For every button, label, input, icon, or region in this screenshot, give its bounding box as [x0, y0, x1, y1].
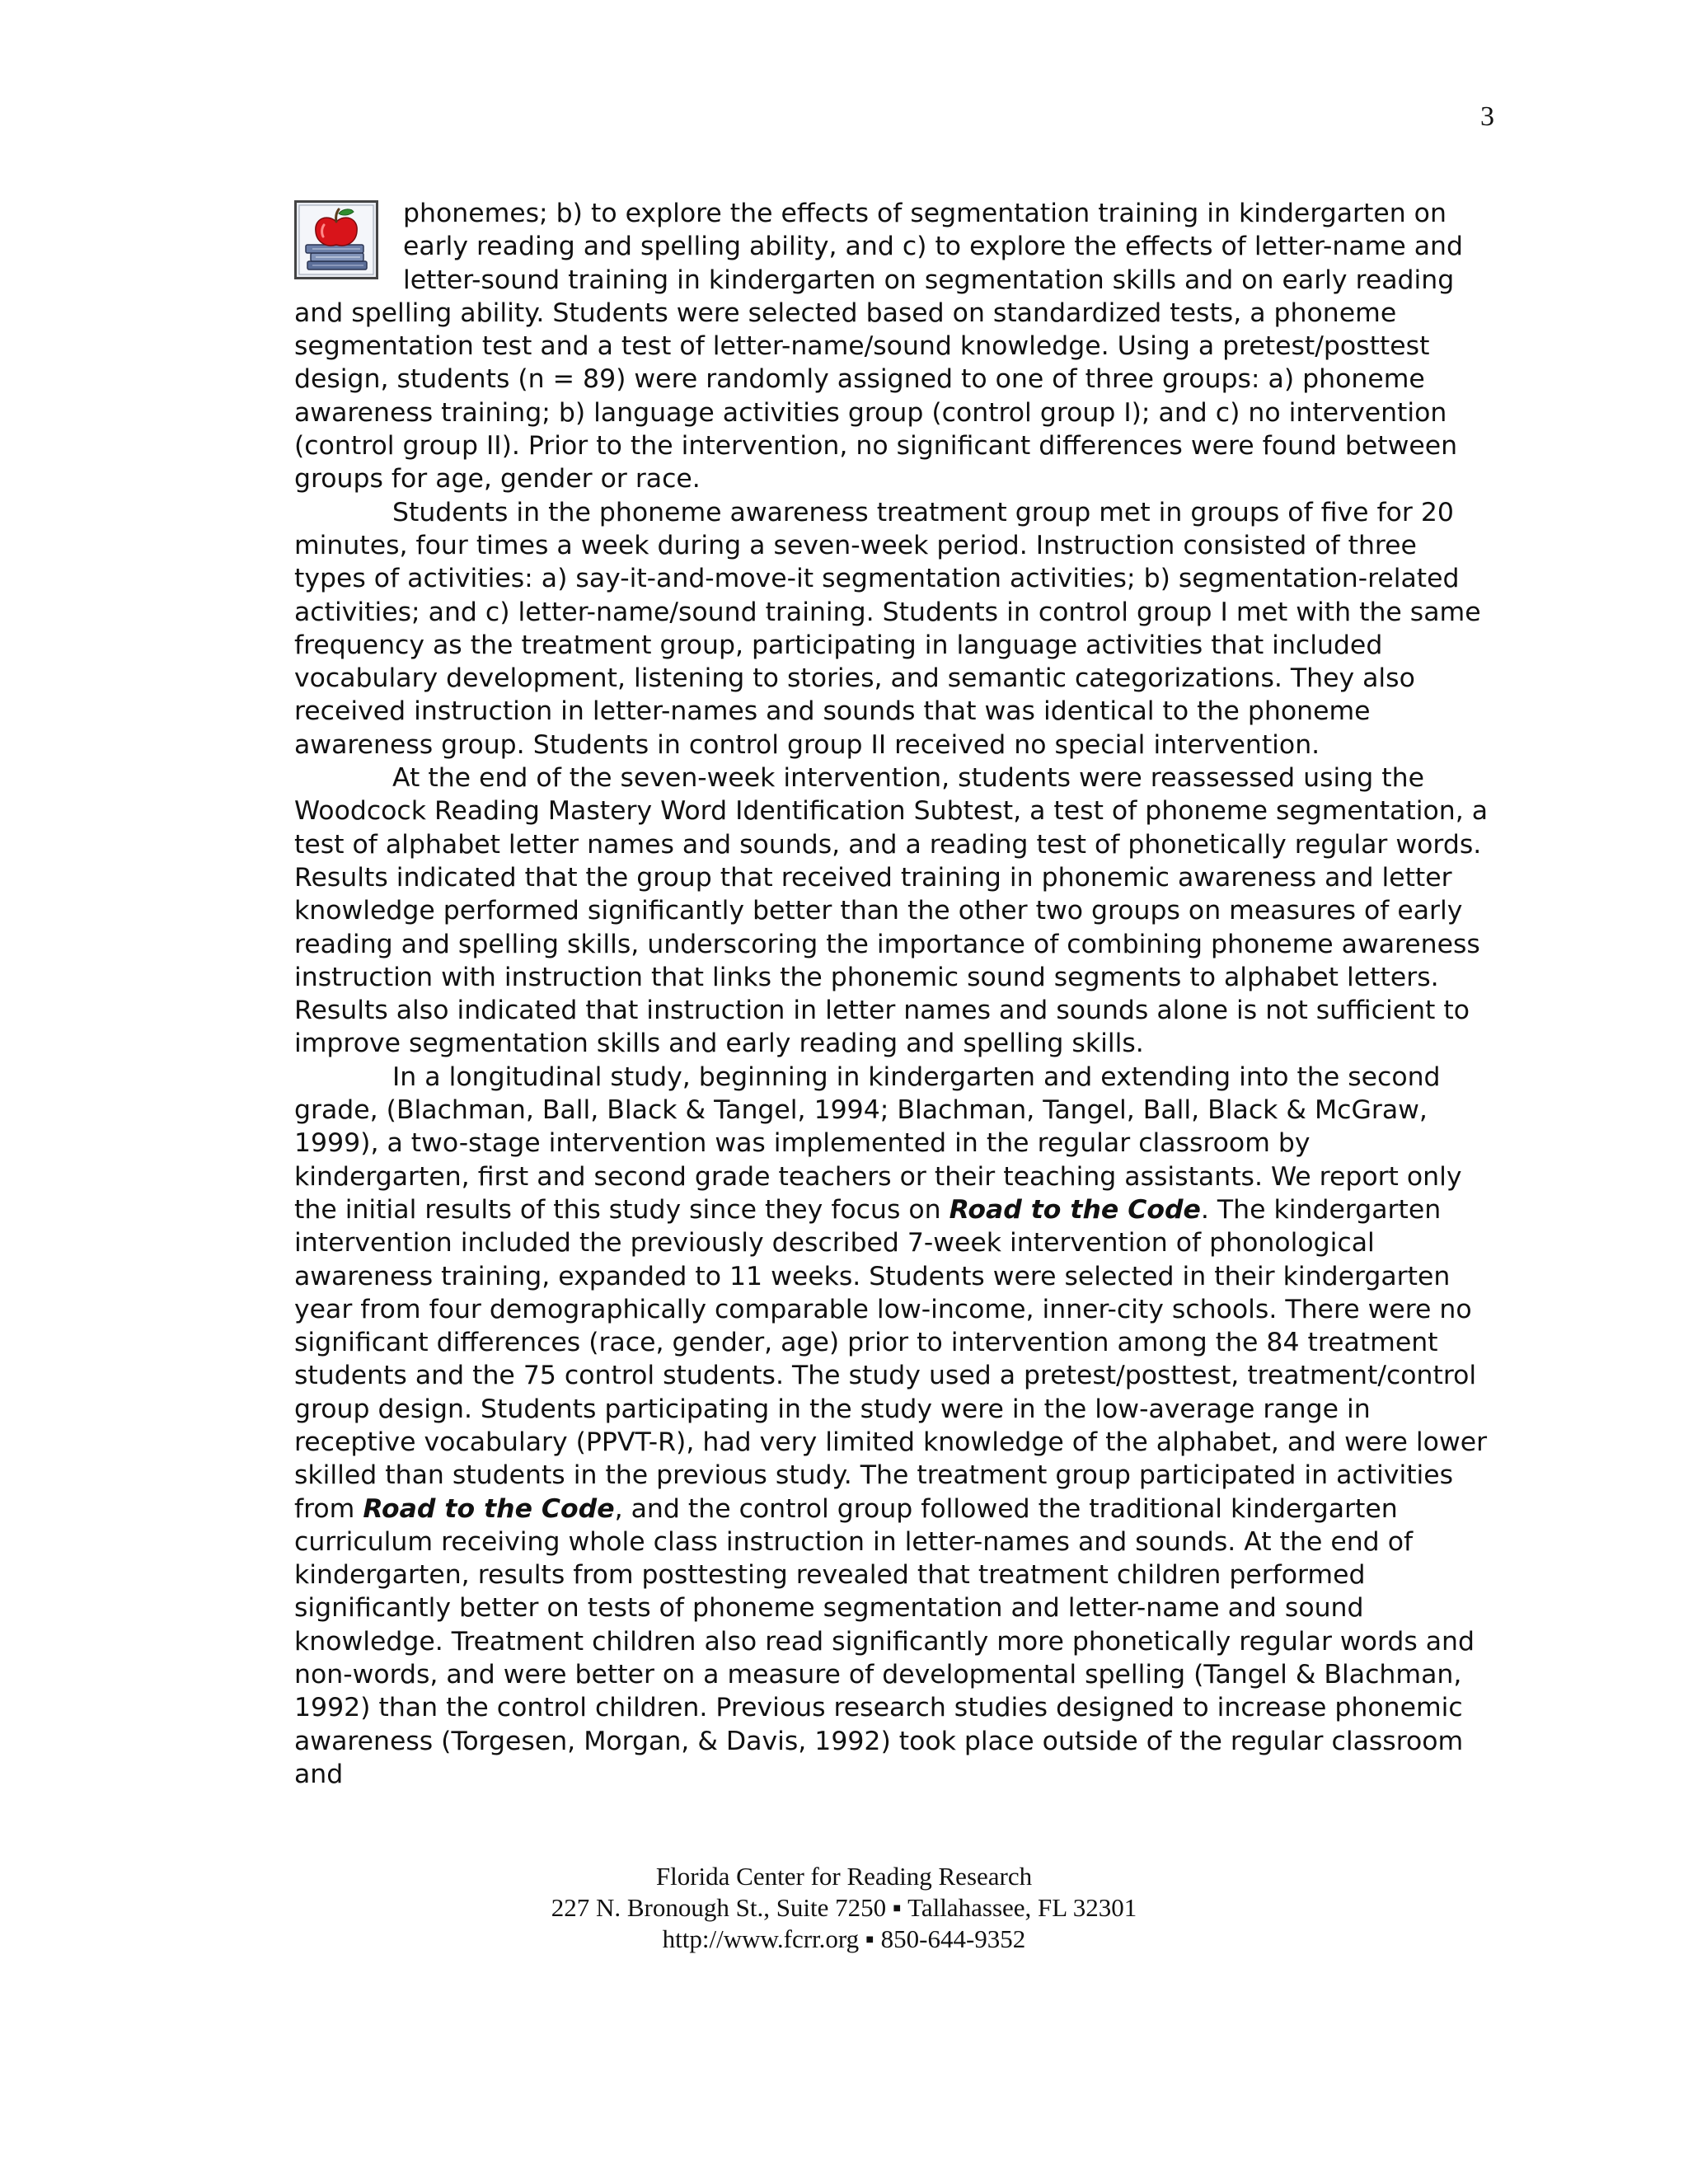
footer-organization: Florida Center for Reading Research [655, 1862, 1033, 1891]
body-paragraph [294, 197, 1489, 496]
paragraph-text: At the end of the seven-week intervention, students were reassessed using the Woodcock Reading Mastery Word Identification Subtest, a test of phoneme segmentation, a test of alphabet letter names and sounds, and a reading test of phonetically regular words. Results indicated that the group that received training in phonemic awareness and letter knowledge performed significantly better than the other two groups on measures of early reading and spelling skills, underscoring the importance of combining phoneme awareness instruction with instruction that links the phonemic sound segments to alphabet letters. Results also indicated that instruction in letter names and sounds alone is not sufficient to improve segmentation skills and early reading and spelling skills. [294, 763, 1489, 1059]
paragraph-container [294, 197, 1489, 1791]
paragraph-text: In a longitudinal study, beginning in kindergarten and extending into the second grade, (Blachman, Ball, Black & Tangel, 1994; Blachman, Tangel, Ball, Black & McGraw, 1999), a two-stage intervention was implemented in the regular classroom by kindergarten, first and second grade teachers or their teaching assistants. We report only the initial results of this study since they focus on [294, 1062, 1462, 1225]
paragraph-text: , and the control group followed the traditional kindergarten curriculum receiving whole class instruction in letter-names and sounds. At the end of kindergarten, results from posttesting revealed that treatment children performed significantly better on tests of phoneme segmentation and letter-name and sound knowledge. Treatment children also read significantly more phonetically regular words and non-words, and were better on a measure of developmental spelling (Tangel & Blachman, 1992) than the control children. Previous research studies designed to increase phonemic awareness (Torgesen, Morgan, & Davis, 1992) took place outside of the regular classroom and [294, 1493, 1475, 1789]
apple-on-books-icon [294, 200, 378, 279]
footer-address: 227 N. Bronough St., Suite 7250 ▪ Tallahassee, FL 32301 [551, 1893, 1137, 1922]
body-paragraph [294, 496, 1489, 762]
page-footer [0, 1861, 1688, 1955]
program-title-emphasis: Road to the Code [949, 1194, 1201, 1225]
paragraph-text: Students in the phoneme awareness treatment group met in groups of five for 20 minutes, four times a week during a seven-week period. Instruction consisted of three types of activities: a) say-it-and-move-it segmentation activities; b) segmentation-related activities; and c) letter-name/sound training. Students in control group I met with the same frequency as the treatment group, participating in language activities that included vocabulary development, listening to stories, and semantic categorizations. They also received instruction in letter-names and sounds that was identical to the phoneme awareness group. Students in control group II received no special intervention. [294, 497, 1481, 760]
paragraph-text: phonemes; b) to explore the effects of segmentation training in kindergarten on early reading and spelling ability, and c) to explore the effects of letter-name and letter-sound training in kindergarten on segmentation skills and on early reading and spelling ability. Students were selected based on standardized tests, a phoneme segmentation test and a test of letter-name/sound knowledge. Using a pretest/posttest design, students (n = 89) were randomly assigned to one of three groups: a) phoneme awareness training; b) language activities group (control group I); and c) no intervention (control group II). Prior to the intervention, no significant differences were found between groups for age, gender or race. [294, 199, 1463, 494]
body-paragraph [294, 1061, 1489, 1792]
paragraph-text: . The kindergarten intervention included the previously described 7-week intervention of phonological awareness training, expanded to 11 weeks. Students were selected in their kindergarten year from four demographically comparable low-income, inner-city schools. There were no significant differences (race, gender, age) prior to intervention among the 84 treatment students and the 75 control students. The study used a pretest/posttest, treatment/control group design. Students participating in the study were in the low-average range in receptive vocabulary (PPVT-R), had very limited knowledge of the alphabet, and were lower skilled than students in the previous study. The treatment group participated in activities from [294, 1194, 1488, 1524]
document-body [294, 197, 1489, 1791]
program-title-emphasis: Road to the Code [363, 1493, 615, 1524]
body-paragraph [294, 762, 1489, 1061]
page-number: 3 [1480, 101, 1494, 132]
footer-contact: http://www.fcrr.org ▪ 850-644-9352 [662, 1924, 1026, 1953]
